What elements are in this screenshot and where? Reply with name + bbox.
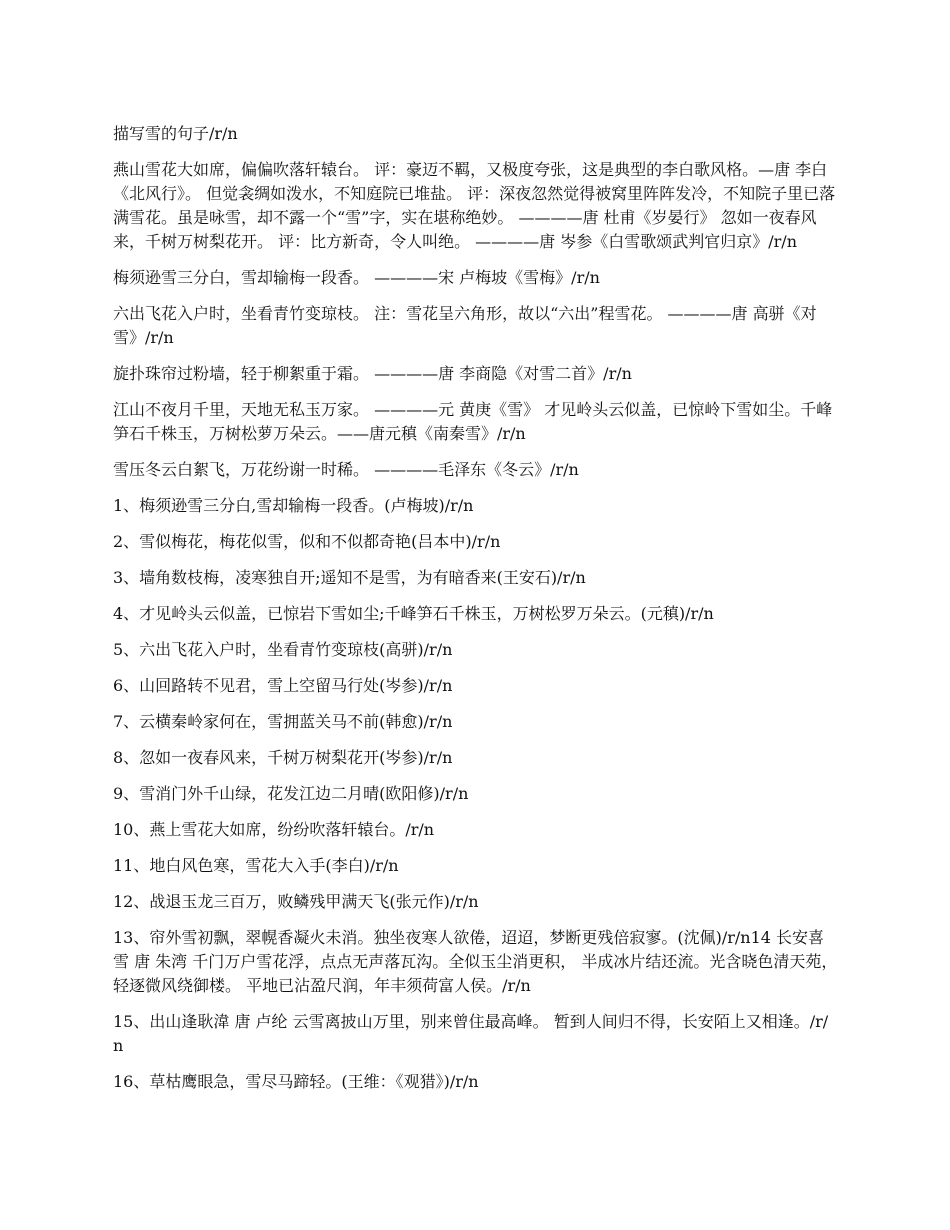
document-title: 描写雪的句子/r/n xyxy=(113,124,238,143)
list-item: 9、雪消门外千山绿，花发江边二月晴(欧阳修)/r/n xyxy=(113,784,469,803)
list-item: 3、墙角数枝梅，凌寒独自开;遥知不是雪，为有暗香来(王安石)/r/n xyxy=(113,568,586,587)
document-body xyxy=(113,122,838,1106)
paragraph: 六出飞花入户时，坐看青竹变琼枝。 注：雪花呈六角形，故以“六出”程雪花。 ————唐 高骈《对雪》/r/n xyxy=(113,304,817,347)
list-item: 15、出山逢耿湋 唐 卢纶 云雪离披山万里，别来曾住最高峰。 暂到人间归不得，长安陌上又相逢。/r/n xyxy=(113,1012,829,1055)
list-item: 10、燕上雪花大如席，纷纷吹落轩辕台。/r/n xyxy=(113,820,435,839)
list-item: 4、才见岭头云似盖，已惊岩下雪如尘;千峰笋石千株玉，万树松罗万朵云。(元稹)/r/n xyxy=(113,604,714,623)
paragraph: 江山不夜月千里，天地无私玉万家。 ————元 黄庚《雪》 才见岭头云似盖，已惊岭下雪如尘。千峰笋石千株玉，万树松萝万朵云。——唐元稹《南秦雪》/r/n xyxy=(113,400,833,443)
paragraph: 旋扑珠帘过粉墙，轻于柳絮重于霜。 ————唐 李商隐《对雪二首》/r/n xyxy=(113,364,632,383)
list-item: 13、帘外雪初飘，翠幌香凝火未消。独坐夜寒人欲倦，迢迢，梦断更残倍寂寥。(沈佩)/r/n14 长安喜雪 唐 朱湾 千门万户雪花浮，点点无声落瓦沟。全似玉尘消更积， 半成冰片结还流。光含晓色清天苑，轻逐微风绕御楼。 平地已沾盈尺润，年丰须荷富人侯。/r/n xyxy=(113,928,838,995)
list-item: 5、六出飞花入户时，坐看青竹变琼枝(高骈)/r/n xyxy=(113,640,453,659)
list-item: 11、地白风色寒，雪花大入手(李白)/r/n xyxy=(113,856,399,875)
list-item: 6、山回路转不见君，雪上空留马行处(岑参)/r/n xyxy=(113,676,453,695)
paragraph: 燕山雪花大如席，偏偏吹落轩辕台。 评：豪迈不羁，又极度夸张，这是典型的李白歌风格。—唐 李白《北风行》。 但觉衾绸如泼水，不知庭院已堆盐。 评：深夜忽然觉得被窝里阵阵发冷，不知院子里已落满雪花。虽是咏雪，却不露一个“雪”字，实在堪称绝妙。 ————唐 杜甫《岁晏行》 忽如一夜春风来，千树万树梨花开。 评：比方新奇，令人叫绝。 ————唐 岑参《白雪歌颂武判官归京》/r/n xyxy=(113,160,836,251)
list-item: 8、忽如一夜春风来，千树万树梨花开(岑参)/r/n xyxy=(113,748,453,767)
paragraph: 梅须逊雪三分白，雪却输梅一段香。 ————宋 卢梅坡《雪梅》/r/n xyxy=(113,268,600,287)
list-item: 7、云横秦岭家何在，雪拥蓝关马不前(韩愈)/r/n xyxy=(113,712,453,731)
list-item: 2、雪似梅花，梅花似雪，似和不似都奇艳(吕本中)/r/n xyxy=(113,532,501,551)
list-item: 1、梅须逊雪三分白,雪却输梅一段香。(卢梅坡)/r/n xyxy=(113,496,474,515)
list-item: 12、战退玉龙三百万，败鳞残甲满天飞(张元作)/r/n xyxy=(113,892,479,911)
list-item: 16、草枯鹰眼急，雪尽马蹄轻。(王维：《观猎》)/r/n xyxy=(113,1072,479,1091)
paragraph: 雪压冬云白絮飞，万花纷谢一时稀。 ————毛泽东《冬云》/r/n xyxy=(113,460,579,479)
